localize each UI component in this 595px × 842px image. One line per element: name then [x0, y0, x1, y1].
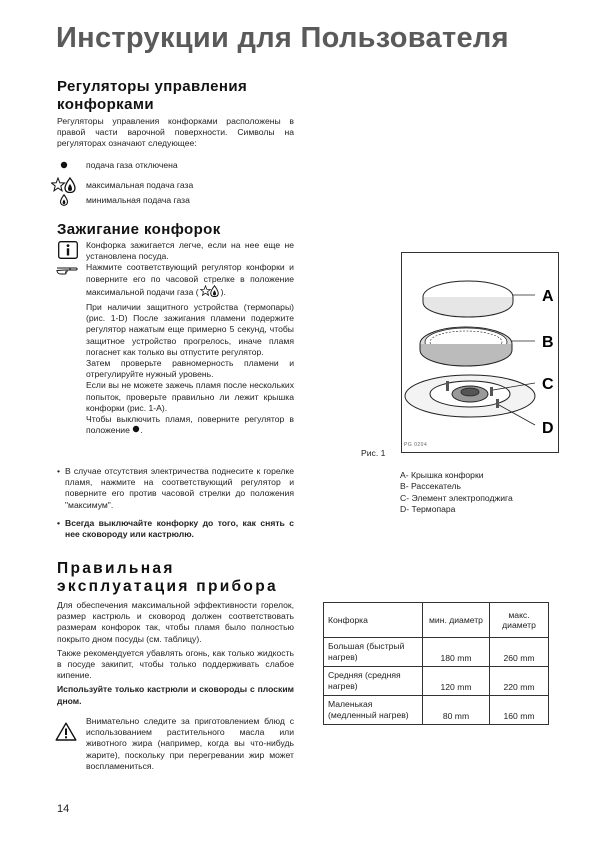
max-flame-inline-icon	[199, 285, 221, 300]
usage-section	[57, 560, 294, 707]
turn-off-label: Чтобы выключить пламя, поверните регулятор в положение	[86, 414, 294, 436]
label-b: B	[542, 334, 554, 351]
table-cell-min: 180 mm	[423, 638, 490, 667]
legend-min-text: минимальная подача газа	[86, 195, 190, 205]
warning-icon	[55, 722, 77, 746]
step1-text: Нажмите соответствующий регулятор конфорки и поверните его по часовой стрелке в положение максимальной подачи газа (	[86, 262, 294, 297]
turn-off-end: .	[140, 425, 143, 436]
page-number: 14	[57, 803, 70, 815]
burner-diagram	[402, 253, 558, 452]
usage-p2: Также рекомендуется убавлять огонь, как только жидкость в посуде закипит, чтобы только поддерживать слабое кипение.	[57, 647, 294, 681]
bullet-always-off-text: Всегда выключайте конфорку до того, как снять с нее сковороду или кастрюлю.	[65, 517, 294, 540]
thermocouple-text: При наличии защитного устройства (термопары) (рис. 1-D) После зажигания пламени подержите регулятор нажатым еще примерно 5 секунд, чтобы защитное устройство прогрелось, иначе пламя погаснет как только вы отпустите регулятор.	[86, 302, 294, 357]
table-cell-name: Маленькая (медленный нагрев)	[324, 696, 423, 725]
info-icon	[58, 241, 78, 264]
ignition-heading: Зажигание конфорок	[57, 221, 221, 238]
ignition-section	[57, 221, 294, 239]
controls-section	[57, 78, 294, 150]
table-cell-min: 120 mm	[423, 667, 490, 696]
pan-size-table	[323, 602, 549, 725]
label-c: C	[542, 376, 554, 393]
figure-caption: Рис. 1	[361, 448, 386, 458]
controls-heading: Регуляторы управления конфорками	[57, 78, 248, 113]
figure-legend-d: D- Термопара	[400, 504, 456, 515]
figure-code: PG 0204	[404, 442, 428, 448]
table-header-row	[324, 603, 549, 638]
legend-max-text: максимальная подача газа	[86, 180, 194, 190]
table-header-max: макс. диаметр	[490, 603, 549, 638]
table-cell-min: 80 mm	[423, 696, 490, 725]
usage-heading: Правильная эксплуатация прибора	[57, 560, 278, 595]
bullet-no-power-text: В случае отсутствия электричества поднесите к горелке пламя, нажмите на соответствующий регулятор и поверните его против часовой стрелки до положения "максимум".	[65, 466, 294, 510]
turn-off-text	[86, 414, 294, 436]
bullet-dot: •	[57, 466, 61, 476]
figure-legend-a: A- Крышка конфорки	[400, 470, 484, 480]
ignition-fail-text: Если вы не можете зажечь пламя после нескольких попыток, проверьте правильно ли лежит крышка конфорки (рис. 1-А).	[86, 380, 294, 413]
step1-end: ).	[220, 286, 226, 297]
large-flame-icon	[50, 177, 78, 193]
usage-p3: Используйте только кастрюли и сковороды с плоским дном.	[57, 684, 294, 706]
table-cell-name: Большая (быстрый нагрев)	[324, 638, 423, 667]
table-cell-max: 220 mm	[490, 667, 549, 696]
small-flame-icon	[50, 194, 78, 206]
bullet-no-power	[57, 466, 294, 511]
legend-max	[50, 177, 193, 193]
figure-legend-b: B- Рассекатель	[400, 481, 461, 492]
info-text: Конфорка зажигается легче, если на нее еще не установлена посуда.	[86, 240, 294, 262]
figure-legend-c: C- Элемент электроподжига	[400, 492, 513, 503]
legend-min	[50, 194, 190, 206]
figure-legend	[400, 470, 513, 516]
table-header-burner: Конфорка	[324, 603, 423, 638]
usage-p1: Для обеспечения максимальной эффективности горелок, размер кастрюль и сковород должен соответствовать размерам конфорок так, чтобы пламя было полностью покрыто дном посуды (см. таблицу).	[57, 600, 294, 644]
burner-figure	[401, 252, 559, 453]
ignition-body	[86, 240, 294, 436]
table-row	[324, 667, 549, 696]
bullet-always-off	[57, 518, 294, 540]
pointing-hand-icon	[56, 263, 78, 281]
ignition-bullets	[57, 466, 294, 540]
page-title: Инструкции для Пользователя	[56, 22, 509, 54]
ignition-step-1	[86, 262, 294, 300]
bullet-dot: •	[57, 517, 61, 528]
table-cell-max: 160 mm	[490, 696, 549, 725]
table-header-min: мин. диаметр	[423, 603, 490, 638]
label-d: D	[542, 420, 554, 437]
warning-block	[86, 716, 294, 772]
filled-dot-icon	[50, 161, 78, 169]
table-row	[324, 638, 549, 667]
table-cell-name: Средняя (средняя нагрев)	[324, 667, 423, 696]
legend-off	[50, 160, 178, 170]
warning-text: Внимательно следите за приготовлением блюд с использованием растительного масла или животного жира (например, когда вы что-нибудь жарите), поскольку при перегревании жир может воспламениться.	[86, 716, 294, 771]
table-row	[324, 696, 549, 725]
controls-intro: Регуляторы управления конфорками расположены в правой части варочной поверхности. Символы на регуляторах означают следующее:	[57, 116, 294, 149]
check-flame-text: Затем проверьте равномерность пламени и отрегулируйте нужный уровень.	[86, 358, 294, 380]
label-a: A	[542, 288, 554, 305]
table-cell-max: 260 mm	[490, 638, 549, 667]
legend-off-text: подача газа отключена	[86, 160, 178, 170]
